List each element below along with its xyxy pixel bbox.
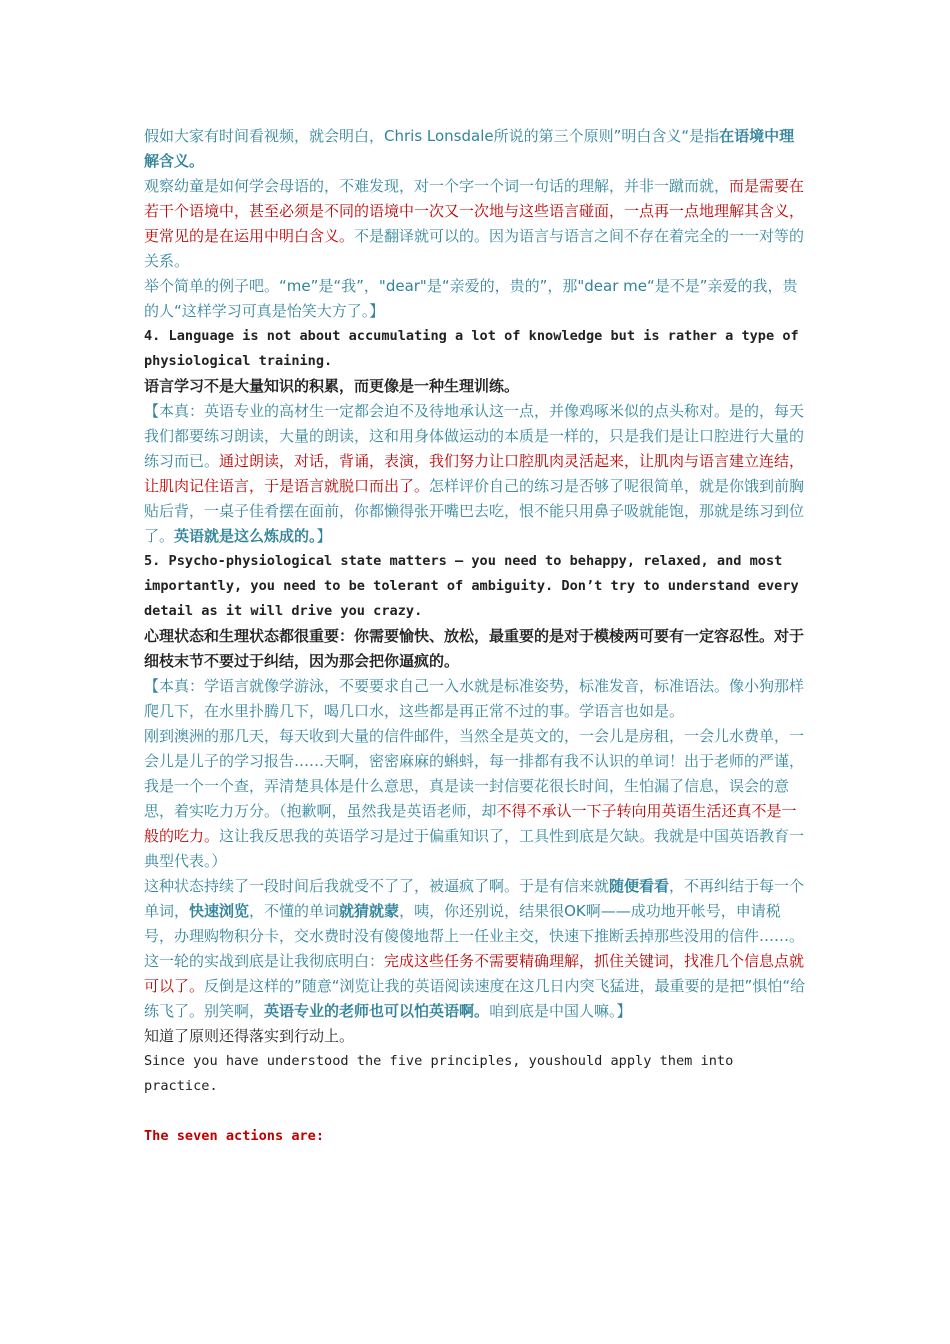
principle-4-chinese: 语言学习不是大量知识的积累，而更像是一种生理训练。	[144, 377, 520, 395]
text-span: 怎样评价自己的练习是否够了呢很简单，就是你饿到前胸贴后背，一桌子佳肴摆在面前，你都懒得张开嘴巴去吃，恨不能只用鼻子吸就能饱，那就是练习到位了。	[144, 477, 805, 545]
text-span: 咱到底是中国人嘛。】	[489, 1002, 632, 1020]
paragraph-australia-letters	[144, 724, 808, 874]
text-span: ，不懂的单词	[249, 902, 340, 920]
highlight-text: 完成这些任务不需要精确理解，抓住关键词，找准几个信息点就可以了。	[144, 952, 805, 995]
text-span: 刚到澳洲的那几天，每天收到大量的信件邮件，当然全是英文的，一会儿是房租，一会儿水费单，一会儿是儿子的学习报告……天啊，密密麻麻的蝌蚪，每一排都有我不认识的单词！出于老师的严谨，我是一个一个查，弄清楚具体是什么意思，真是读一封信要花很长时间，生怕漏了信息，误会的意思，着实吃力万分。（抱歉啊，虽然我是英语老师，却	[144, 727, 805, 820]
blank-line	[144, 1099, 808, 1124]
highlight-text: 随便看看	[609, 877, 670, 895]
paragraph-swimming-analogy: 【本真：学语言就像学游泳，不要要求自己一入水就是标准姿势，标准发音，标准语法。像小狗那样爬几下，在水里扑腾几下，喝几口水，这些都是再正常不过的事。学语言也如是。	[144, 677, 805, 720]
seven-actions-heading: The seven actions are:	[144, 1128, 325, 1144]
paragraph-put-into-action: 知道了原则还得落实到行动上。	[144, 1027, 355, 1045]
highlight-text: 在语境中理解含义。	[144, 127, 795, 170]
principle-5-english: 5. Psycho-physiological state matters – you need to behappy, relaxed, and most importantly, you need to be tolerant of ambiguity. Don’t try to understand every detail as it will drive you crazy.	[144, 553, 799, 619]
text-span: 不是翻译就可以的。因为语言与语言之间不存在着完全的一一对等的关系。	[144, 227, 805, 270]
highlight-text: 就猜就蒙	[339, 902, 400, 920]
paragraph-children-language	[144, 174, 808, 274]
text-span: 观察幼童是如何学会母语的，不难发现，对一个字一个词一句话的理解，并非一蹴而就，	[144, 177, 730, 195]
text-span: 【本真：英语专业的高材生一定都会迫不及待地承认这一点，并像鸡啄米似的点头称对。是的，每天我们都要练习朗读，大量的朗读，这和用身体做运动的本质是一样的，只是我们是让口腔进行大量的练习而已。	[144, 402, 805, 470]
highlight-text: 英语就是这么炼成的。	[174, 527, 317, 545]
document-body	[144, 124, 808, 1149]
principle-5-chinese: 心理状态和生理状态都很重要：你需要愉快、放松，最重要的是对于模棱两可要有一定容忍性。对于细枝末节不要过于纠结，因为那会把你逼疯的。	[144, 627, 805, 670]
text-span: ，咦，你还别说，结果很OK啊——成功地开帐号，申请税号，办理购物积分卡，交水费时没有傻傻地帮上一任业主交，快速下推断丢掉那些没用的信件……。这一轮的实战到底是让我彻底明白：	[144, 902, 805, 970]
highlight-text: 而是需要在若干个语境中，甚至必须是不同的语境中一次又一次地与这些语言碰面，一点再一点地理解其含义，更常见的是在运用中明白含义。	[144, 177, 805, 245]
text-span: ，不再纠结于每一个单词，	[144, 877, 805, 920]
principle-4-english: 4. Language is not about accumulating a lot of knowledge but is rather a type of physiological training.	[144, 328, 799, 369]
text-span: 假如大家有时间看视频，就会明白，Chris Lonsdale所说的第三个原则”明白含义“是指	[144, 127, 720, 145]
highlight-text: 不得不承认一下子转向用英语生活还真不是一般的吃力。	[144, 802, 797, 845]
text-span: 】	[316, 527, 332, 545]
highlight-text: 英语专业的老师也可以怕英语啊。	[264, 1002, 490, 1020]
text-span: 这种状态持续了一段时间后我就受不了了，被逼疯了啊。于是有信来就	[144, 877, 610, 895]
paragraph-physiological-training	[144, 399, 808, 549]
paragraph-skim-reading	[144, 874, 808, 1024]
paragraph-dear-me-example: 举个简单的例子吧。“me”是“我”，"dear"是“亲爱的，贵的”，那"dear me“是不是”亲爱的我，贵的人“这样学习可真是怡笑大方了。】	[144, 277, 798, 320]
text-span: 这让我反思我的英语学习是过于偏重知识了，工具性到底是欠缺。我就是中国英语教育一典型代表。）	[144, 827, 805, 870]
paragraph-apply-principles-english: Since you have understood the five principles, youshould apply them into practice.	[144, 1053, 734, 1094]
text-span: 反倒是这样的”随意“浏览让我的英语阅读速度在这几日内突飞猛进，最重要的是把”惧怕“给练飞了。别笑啊，	[144, 977, 806, 1020]
paragraph-principle-3-intro	[144, 124, 808, 174]
highlight-text: 快速浏览	[189, 902, 250, 920]
highlight-text: 通过朗读，对话，背诵，表演，我们努力让口腔肌肉灵活起来，让肌肉与语言建立连结，让肌肉记住语言，于是语言就脱口而出了。	[144, 452, 805, 495]
